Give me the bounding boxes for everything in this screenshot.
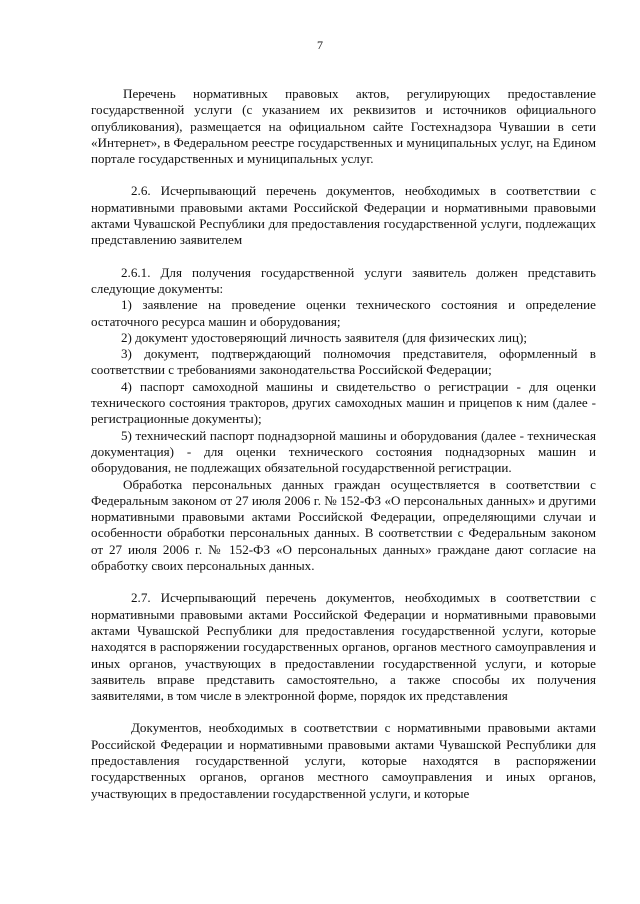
document-body bbox=[91, 86, 596, 802]
paragraph-documents: Документов, необходимых в соответствии с нормативными правовыми актами Российской Федерации и нормативными правовыми актами Чувашской Республики для предоставления государственной услуги, которые находятся в распоряжении государственных органов, органов местного самоуправления и иных органов, участвующих в предоставлении государственной услуги, и которые bbox=[91, 720, 596, 801]
section-2-6-heading: 2.6. Исчерпывающий перечень документов, необходимых в соответствии с нормативными правовыми актами Российской Федерации и нормативными правовыми актами Чувашской Республики для предоставления государственной услуги, подлежащих представлению заявителем bbox=[91, 183, 596, 248]
paragraph-legal-acts-list: Перечень нормативных правовых актов, регулирующих предоставление государственной услуги (с указанием их реквизитов и источников официального опубликования), размещается на официальном сайте Гостехнадзора Чувашии в сети «Интернет», в Федеральном реестре государственных и муниципальных услуг, на Едином портале государственных и муниципальных услуг. bbox=[91, 86, 596, 167]
paragraph-personal-data: Обработка персональных данных граждан осуществляется в соответствии с Федеральным законом от 27 июля 2006 г. № 152-ФЗ «О персональных данных» и другими нормативными правовыми актами Российской Федерации, определяющими случаи и особенности обработки персональных данных. В соответствии с Федеральным законом от 27 июля 2006 г. № 152-ФЗ «О персональных данных» граждане дают согласие на обработку своих персональных данных. bbox=[91, 476, 596, 574]
list-item-3: 3) документ, подтверждающий полномочия представителя, оформленный в соответствии с требованиями законодательства Российской Федерации; bbox=[91, 346, 596, 378]
list-item-4: 4) паспорт самоходной машины и свидетельство о регистрации - для оценки технического состояния тракторов, других самоходных машин и прицепов к ним (далее - регистрационные документы); bbox=[91, 378, 596, 427]
section-2-6-1-intro: 2.6.1. Для получения государственной услуги заявитель должен представить следующие документы: bbox=[91, 264, 596, 296]
list-item-5: 5) технический паспорт поднадзорной машины и оборудования (далее - техническая документация) - для оценки технического состояния поднадзорных машин и оборудования, не подлежащих обязательной государственной регистрации. bbox=[91, 427, 596, 476]
list-item-1: 1) заявление на проведение оценки технического состояния и определение остаточного ресурса машин и оборудования; bbox=[91, 297, 596, 329]
page-number: 7 bbox=[317, 38, 323, 52]
section-2-7-heading: 2.7. Исчерпывающий перечень документов, необходимых в соответствии с нормативными правовыми актами Российской Федерации и нормативными правовыми актами Чувашской Республики для предоставления государственной услуги, которые находятся в распоряжении государственных органов, органов местного самоуправления и иных органов, участвующих в предоставлении государственной услуги, и которые заявитель вправе представить самостоятельно, а также способы их получения заявителями, в том числе в электронной форме, порядок их представления bbox=[91, 590, 596, 704]
list-item-2: 2) документ удостоверяющий личность заявителя (для физических лиц); bbox=[121, 329, 527, 345]
